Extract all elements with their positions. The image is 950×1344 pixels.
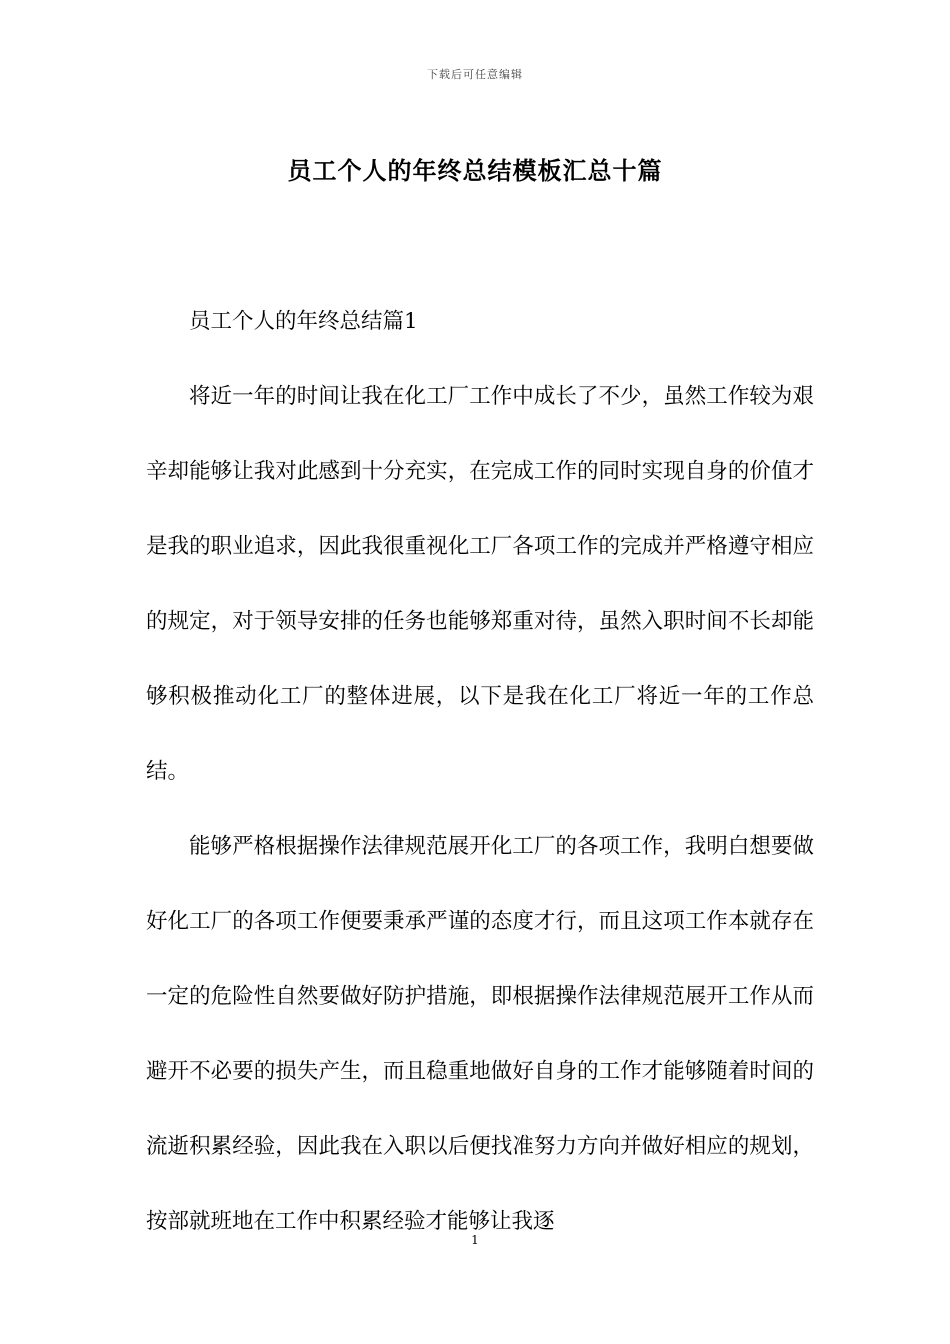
document-title: 员工个人的年终总结模板汇总十篇 (287, 156, 663, 185)
header-note: 下载后可任意编辑 (427, 68, 523, 81)
page-number: 1 (471, 1233, 479, 1247)
body-paragraph: 能够严格根据操作法律规范展开化工厂的各项工作，我明白想要做好化工厂的各项工作便要秉承严谨的态度才行，而且这项工作本就存在一定的危险性自然要做好防护措施，即根据操作法律规范展开工作从而避开不必要的损失产生，而且稳重地做好自身的工作才能够随着时间的流逝积累经验，因此我在入职以后便找准努力方向并做好相应的规划，按部就班地在工作中积累经验才能够让我逐 (146, 834, 814, 1234)
body-paragraph: 将近一年的时间让我在化工厂工作中成长了不少，虽然工作较为艰辛却能够让我对此感到十分充实，在完成工作的同时实现自身的价值才是我的职业追求，因此我很重视化工厂各项工作的完成并严格遵守相应的规定，对于领导安排的任务也能够郑重对待，虽然入职时间不长却能够积极推动化工厂的整体进展，以下是我在化工厂将近一年的工作总结。 (146, 384, 814, 784)
document-body (146, 284, 814, 1259)
section-heading: 员工个人的年终总结篇1 (189, 309, 418, 334)
